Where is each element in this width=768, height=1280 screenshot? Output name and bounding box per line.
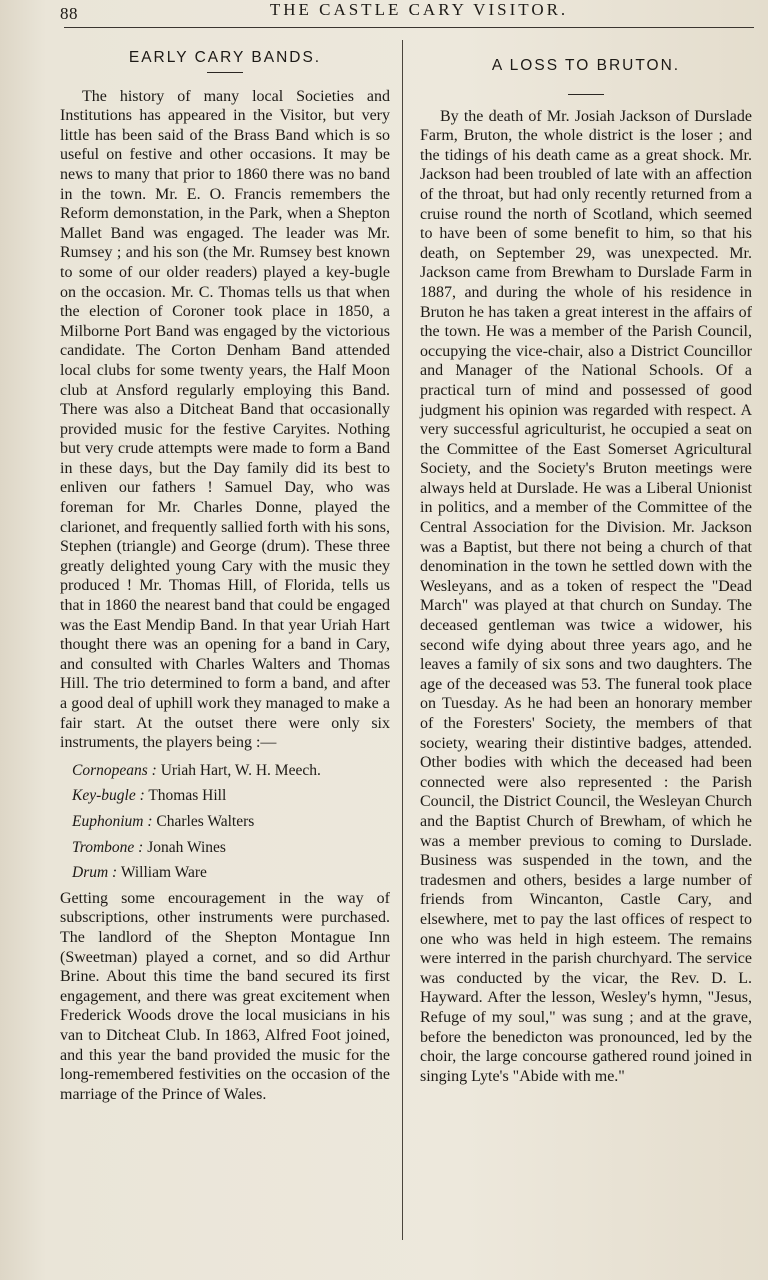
player-instrument: Euphonium : xyxy=(72,812,153,830)
player-names: Charles Walters xyxy=(156,812,255,830)
players-list xyxy=(60,761,390,883)
article-title: EARLY CARY BANDS. xyxy=(128,49,322,66)
article-paragraph: Getting some encouragement in the way of subscriptions, other instruments were purchased. The landlord of the Shepton Montague Inn (Sweetman) played a cornet, and so did Arthur Brine. About this time the band secured its first engagement, and there was great excitement when Frederick Woods drove the local musicians in his van to Ditcheat Club. In 1863, Alfred Foot joined, and this year the band provided the music for the long-remembered festivities on the occasion of the marriage of the Prince of Wales. xyxy=(60,889,390,1103)
player-names: William Ware xyxy=(120,864,207,882)
article-loss-to-bruton xyxy=(420,42,752,1086)
player-instrument: Cornopeans : xyxy=(72,761,157,779)
title-rule xyxy=(207,72,243,73)
player-entry xyxy=(72,812,390,832)
player-entry xyxy=(72,863,390,883)
article-paragraph: By the death of Mr. Josiah Jackson of Durslade Farm, Bruton, the whole district is the loser ; and the tidings of his death came as a great shock. Mr. Jackson had been troubled of late with an affection of the throat, but had only recently returned from a cruise round the north of Scotland, which seemed to have been of some benefit to him, so that his death, on September 29, was unexpected. Mr. Jackson came from Brewham to Durslade Farm in 1887, and during the whole of his residence in Bruton he has taken a great interest in the affairs of the town. He was a member of the Parish Council, occupying the vice-chair, also a District Councillor and Manager of the National Schools. Of a practical turn of mind and possessed of good judgment his opinion was regarded with respect. A very successful agriculturist, he occupied a seat on the Committee of the East Somerset Agricultural Society, and the Society's Bruton meetings were always held at Durslade. He was a Liberal Unionist in politics, and a member of the Committee of the Central Association for the Division. Mr. Jackson was a Baptist, but there not being a church of that denomination in the town he settled down with the Wesleyans, and as a token of respect the "Dead March" was played at that church on Sunday. The deceased gentleman was twice a widower, his second wife dying about three years ago, and he leaves a family of six sons and two daughters. The age of the deceased was 53. The funeral took place on Tuesday. As he had been an honorary member of the Foresters' Society, the members of that society, wearing their distintive badges, attended. Other bodies with which the deceased had been connected were also represented : the Parish Council, the District Council, the Wesleyan Church and the Baptist Church of Brewham, of which he was a member previous to coming to Durslade. Business was suspended in the town, and the tradesmen and others, besides a large number of friends from Wincanton, Castle Cary, and elsewhere, met to pay the last offices of respect to one who was held in high esteem. The remains were interred in the parish churchyard. The service was conducted by the vicar, the Rev. D. L. Hayward. After the lesson, Wesley's hymn, "Jesus, Refuge of my soul," was sung ; and at the grave, before the benedicton was pronounced, led by the choir, the large concourse gathered round joined in singing Lyte's "Abide with me." xyxy=(420,107,752,1085)
player-instrument: Drum : xyxy=(72,864,118,882)
article-title: A LOSS TO BRUTON. xyxy=(491,57,681,74)
page-number: 88 xyxy=(60,4,78,23)
player-names: Jonah Wines xyxy=(147,838,226,856)
title-rule xyxy=(568,94,604,95)
column-divider xyxy=(402,40,403,1240)
player-entry xyxy=(72,786,390,806)
page-header xyxy=(0,0,768,28)
article-paragraph: The history of many local Societies and Institutions has appeared in the Visitor, but very little has been said of the Brass Band which is so useful on festive and other occasions. It may be news to many that prior to 1860 there was no band in the town. Mr. E. O. Francis remembers the Reform demonstation, in the Park, when a Shepton Mallet Band was engaged. The leader was Mr. Rumsey ; and his son (the Mr. Rumsey best known to some of our older readers) played a key-bugle on the occasion. Mr. C. Thomas tells us that when the election of Coroner took place in 1850, a Milborne Port Band was engaged by the victorious candidate. The Corton Denham Band attended local clubs for some twenty years, the Half Moon club at Ansford regularly employing this Band. There was also a Ditcheat Band that occasionally provided music for the festive Caryites. Nothing but very crude attempts were made to form a Band in these days, but the Day family did its best to enliven our fathers ! Samuel Day, who was foreman for Mr. Charles Donne, played the clarionet, and frequently sallied forth with his sons, Stephen (triangle) and George (drum). These three greatly delighted young Cary with the music they produced ! Mr. Thomas Hill, of Florida, tells us that in 1860 the nearest band that could be engaged was the East Mendip Band. In that year Uriah Hart thought there was an opening for a band in Cary, and consulted with Charles Walters and Thomas Hill. The trio determined to form a band, and after a good deal of uphill work they managed to make a fair start. At the outset there were only six instruments, the players being :— xyxy=(60,87,390,752)
article-early-cary-bands xyxy=(60,38,390,1104)
player-names: Uriah Hart, W. H. Meech. xyxy=(160,761,321,779)
player-instrument: Key-bugle : xyxy=(72,787,145,805)
running-head: THE CASTLE CARY VISITOR. xyxy=(269,0,569,19)
player-entry xyxy=(72,761,390,781)
player-entry xyxy=(72,838,390,858)
player-instrument: Trombone : xyxy=(72,838,144,856)
header-rule xyxy=(64,27,754,28)
player-names: Thomas Hill xyxy=(148,787,227,805)
